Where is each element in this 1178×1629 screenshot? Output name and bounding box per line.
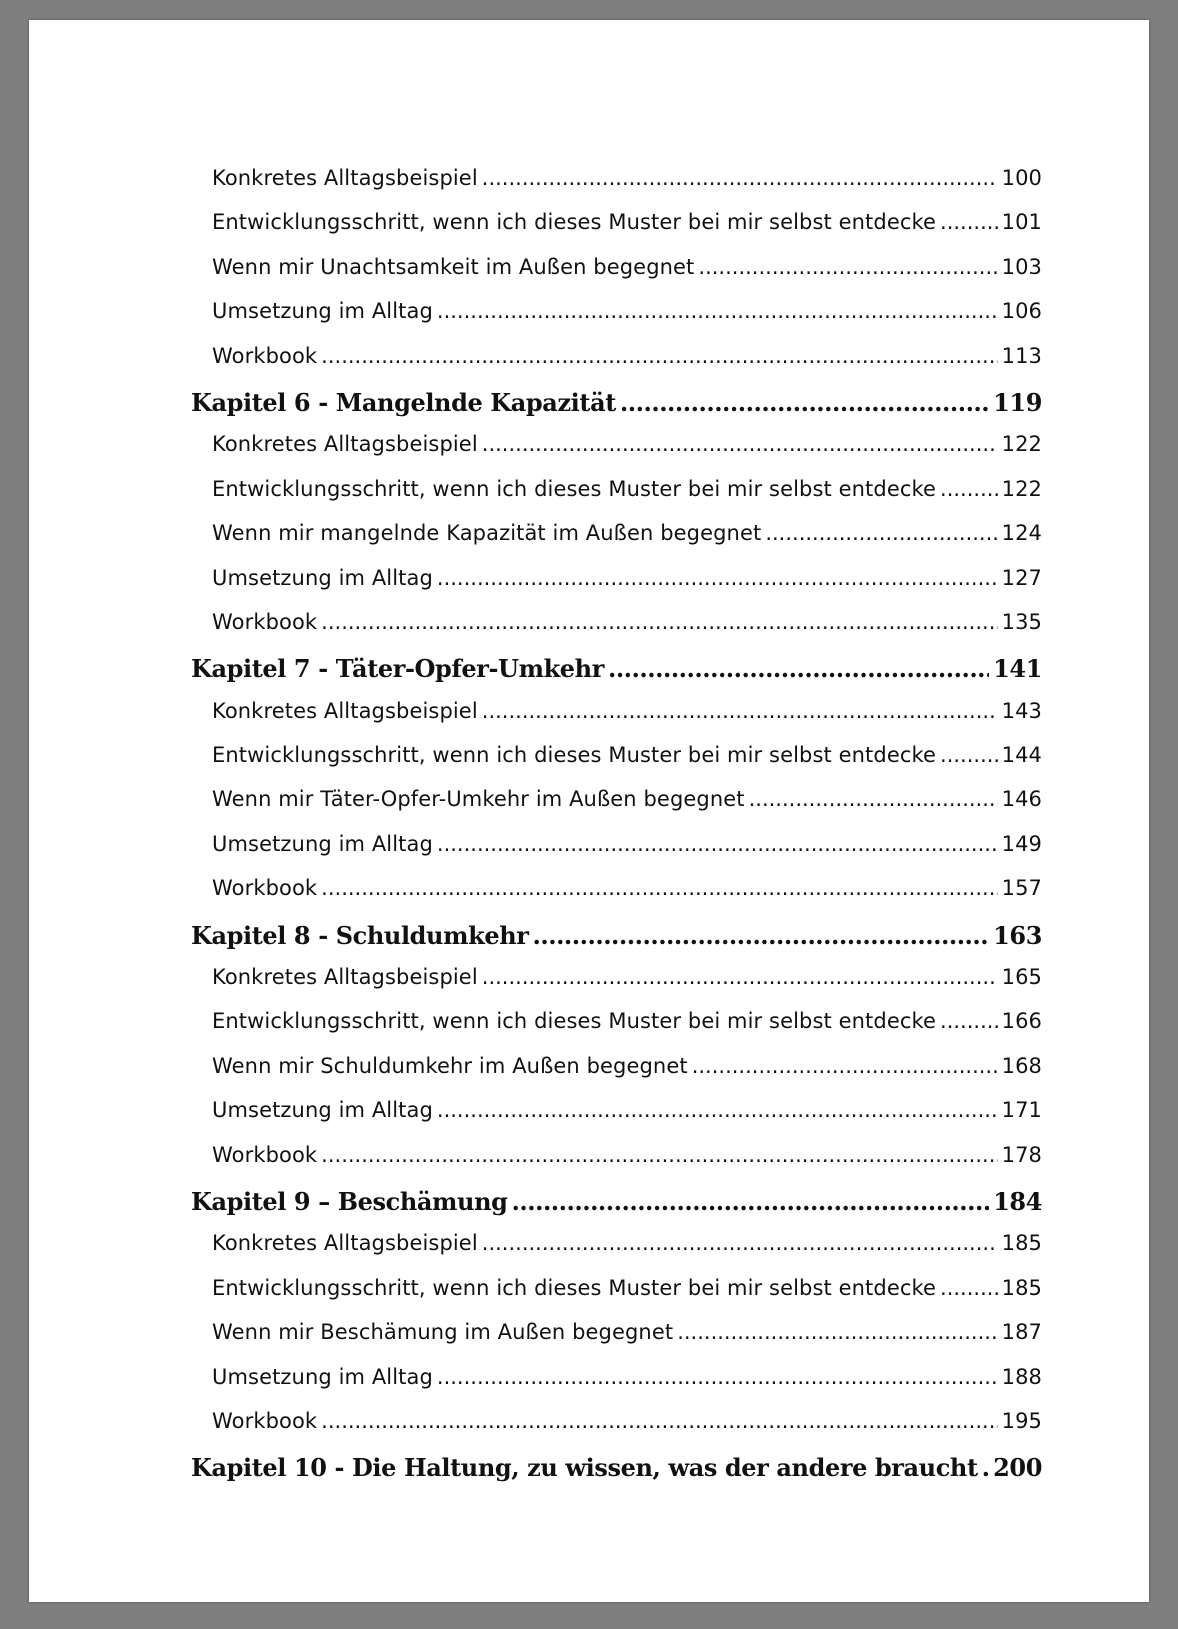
dot-leader (482, 432, 998, 456)
toc-entry-title: Konkretes Alltagsbeispiel (212, 166, 478, 190)
toc-entry-title: Entwicklungsschritt, wenn ich dieses Muster bei mir selbst entdecke (212, 1009, 937, 1034)
toc-entry-page: 113 (1001, 343, 1042, 368)
dot-leader (321, 876, 997, 900)
dot-leader (321, 344, 997, 368)
dot-leader (620, 388, 989, 417)
toc-entry-title: Wenn mir Unachtsamkeit im Außen begegnet (212, 254, 695, 279)
toc-entry[interactable] (191, 1143, 1042, 1187)
toc-entry[interactable] (191, 255, 1042, 299)
document-page (29, 20, 1149, 1602)
dot-leader (512, 1187, 990, 1216)
toc-chapter-entry[interactable] (191, 1187, 1042, 1231)
toc-entry[interactable] (191, 344, 1042, 388)
toc-entry-page: 171 (1001, 1098, 1042, 1123)
toc-entry[interactable] (191, 210, 1042, 254)
toc-entry-page: 178 (1001, 1142, 1042, 1167)
toc-entry-title: Entwicklungsschritt, wenn ich dieses Muster bei mir selbst entdecke (212, 476, 937, 501)
dot-leader (533, 921, 990, 950)
dot-leader (437, 1365, 998, 1389)
toc-entry-title: Wenn mir Schuldumkehr im Außen begegnet (212, 1053, 688, 1078)
toc-entry-page: 135 (1001, 609, 1042, 634)
toc-chapter-page: 141 (993, 654, 1042, 684)
toc-entry-title: Workbook (212, 609, 318, 634)
toc-entry-title: Umsetzung im Alltag (212, 299, 433, 324)
toc-entry-page: 144 (1001, 743, 1042, 768)
dot-leader (437, 566, 998, 590)
toc-chapter-title: Kapitel 7 - Täter-Opfer-Umkehr (191, 654, 604, 684)
toc-entry-title: Konkretes Alltagsbeispiel (212, 1231, 478, 1256)
dot-leader (940, 743, 998, 767)
toc-chapter-entry[interactable] (191, 921, 1042, 965)
toc-entry[interactable] (191, 1231, 1042, 1275)
toc-entry-page: 149 (1001, 831, 1042, 856)
toc-entry[interactable] (191, 832, 1042, 876)
dot-leader (698, 255, 997, 279)
toc-entry[interactable] (191, 299, 1042, 343)
toc-chapter-page: 119 (993, 387, 1042, 417)
toc-chapter-entry[interactable] (191, 1453, 1042, 1497)
toc-entry-title: Konkretes Alltagsbeispiel (212, 698, 478, 723)
toc-entry[interactable] (191, 1365, 1042, 1409)
toc-entry-page: 100 (1001, 166, 1042, 190)
toc-entry[interactable] (191, 699, 1042, 743)
toc-entry-page: 127 (1001, 565, 1042, 590)
toc-entry-page: 185 (1001, 1275, 1042, 1300)
toc-entry-title: Umsetzung im Alltag (212, 1098, 433, 1123)
dot-leader (692, 1054, 998, 1078)
toc-entry-page: 188 (1001, 1364, 1042, 1389)
toc-entry-title: Konkretes Alltagsbeispiel (212, 432, 478, 457)
toc-chapter-page: 184 (993, 1186, 1042, 1216)
toc-entry-page: 157 (1001, 876, 1042, 901)
toc-chapter-entry[interactable] (191, 654, 1042, 698)
toc-entry-page: 106 (1001, 299, 1042, 324)
toc-entry-title: Entwicklungsschritt, wenn ich dieses Muster bei mir selbst entdecke (212, 1275, 937, 1300)
toc-entry-title: Entwicklungsschritt, wenn ich dieses Muster bei mir selbst entdecke (212, 743, 937, 768)
dot-leader (677, 1320, 997, 1344)
toc-entry[interactable] (191, 1320, 1042, 1364)
toc-entry[interactable] (191, 743, 1042, 787)
dot-leader (321, 610, 997, 634)
dot-leader (437, 1098, 998, 1122)
toc-entry[interactable] (191, 1409, 1042, 1453)
toc-entry-title: Workbook (212, 1408, 318, 1433)
toc-entry-title: Workbook (212, 876, 318, 901)
toc-entry-page: 122 (1001, 432, 1042, 457)
toc-entry-title: Workbook (212, 1142, 318, 1167)
toc-entry[interactable] (191, 432, 1042, 476)
toc-entry[interactable] (191, 1276, 1042, 1320)
dot-leader (765, 521, 997, 545)
toc-chapter-page: 163 (993, 920, 1042, 950)
toc-entry-title: Umsetzung im Alltag (212, 831, 433, 856)
toc-chapter-entry[interactable] (191, 388, 1042, 432)
table-of-contents (191, 166, 1042, 1498)
dot-leader (482, 965, 998, 989)
dot-leader (982, 1453, 989, 1482)
toc-entry-page: 165 (1001, 965, 1042, 990)
dot-leader (437, 299, 998, 323)
toc-entry[interactable] (191, 566, 1042, 610)
toc-chapter-title: Kapitel 9 – Beschämung (191, 1186, 508, 1216)
toc-chapter-page: 200 (993, 1453, 1042, 1483)
dot-leader (482, 1231, 998, 1255)
toc-entry-page: 166 (1001, 1009, 1042, 1034)
dot-leader (940, 1276, 998, 1300)
toc-entry[interactable] (191, 787, 1042, 831)
toc-entry[interactable] (191, 965, 1042, 1009)
dot-leader (321, 1143, 997, 1167)
toc-entry-page: 195 (1001, 1408, 1042, 1433)
toc-entry-page: 143 (1001, 698, 1042, 723)
dot-leader (940, 477, 998, 501)
toc-entry-page: 146 (1001, 787, 1042, 812)
toc-entry[interactable] (191, 521, 1042, 565)
toc-entry-page: 103 (1001, 254, 1042, 279)
toc-entry-title: Wenn mir mangelnde Kapazität im Außen begegnet (212, 521, 762, 546)
dot-leader (749, 787, 998, 811)
dot-leader (482, 699, 998, 723)
toc-entry-page: 187 (1001, 1320, 1042, 1345)
toc-entry-title: Workbook (212, 343, 318, 368)
toc-entry[interactable] (191, 610, 1042, 654)
toc-entry-page: 122 (1001, 476, 1042, 501)
toc-entry-title: Umsetzung im Alltag (212, 1364, 433, 1389)
dot-leader (608, 654, 989, 683)
toc-entry-title: Konkretes Alltagsbeispiel (212, 965, 478, 990)
toc-chapter-title: Kapitel 6 - Mangelnde Kapazität (191, 387, 616, 417)
toc-entry-page: 124 (1001, 521, 1042, 546)
dot-leader (482, 166, 998, 190)
toc-entry[interactable] (191, 477, 1042, 521)
dot-leader (940, 210, 998, 234)
dot-leader (437, 832, 998, 856)
toc-entry-title: Umsetzung im Alltag (212, 565, 433, 590)
dot-leader (940, 1009, 998, 1033)
toc-entry[interactable] (191, 1009, 1042, 1053)
toc-entry[interactable] (191, 1098, 1042, 1142)
toc-entry-title: Wenn mir Beschämung im Außen begegnet (212, 1320, 674, 1345)
toc-entry[interactable] (191, 1054, 1042, 1098)
dot-leader (321, 1409, 997, 1433)
toc-entry-title: Entwicklungsschritt, wenn ich dieses Muster bei mir selbst entdecke (212, 210, 937, 235)
toc-chapter-title: Kapitel 8 - Schuldumkehr (191, 920, 529, 950)
toc-entry[interactable] (191, 876, 1042, 920)
toc-entry[interactable] (191, 166, 1042, 210)
toc-chapter-title: Kapitel 10 - Die Haltung, zu wissen, was der andere braucht (191, 1453, 978, 1483)
toc-entry-page: 185 (1001, 1231, 1042, 1256)
toc-entry-page: 101 (1001, 210, 1042, 235)
toc-entry-page: 168 (1001, 1053, 1042, 1078)
toc-entry-title: Wenn mir Täter-Opfer-Umkehr im Außen begegnet (212, 787, 745, 812)
